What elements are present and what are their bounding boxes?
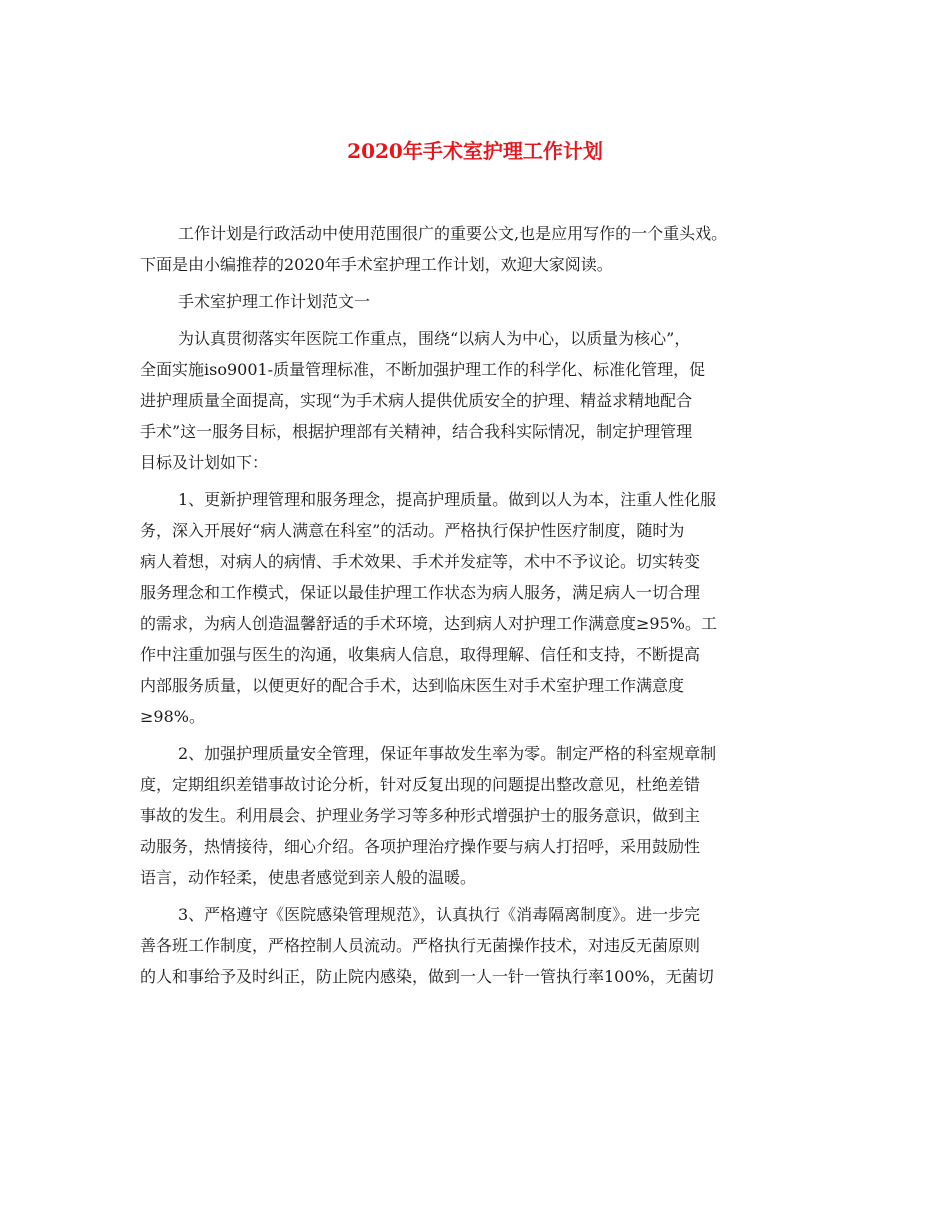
text-line: 为认真贯彻落实年医院工作重点，围绕“以病人为中心，以质量为核心”， [178,329,691,348]
text-line: 作中注重加强与医生的沟通，收集病人信息，取得理解、信任和支持，不断提高 [140,645,701,664]
text-line: 下面是由小编推荐的2020年手术室护理工作计划，欢迎大家阅读。 [140,255,613,274]
text-line: 事故的发生。利用晨会、护理业务学习等多种形式增强护士的服务意识，做到主 [140,806,701,825]
text-line: ≥98%。 [140,707,205,726]
text-line: 工作计划是行政活动中使用范围很广的重要公文,也是应用写作的一个重头戏。 [178,224,728,243]
document-title: 2020年手术室护理工作计划 [347,139,603,163]
text-line: 手术”这一服务目标，根据护理部有关精神，结合我科实际情况，制定护理管理 [140,422,693,441]
text-line: 的需求，为病人创造温馨舒适的手术环境，达到病人对护理工作满意度≥95%。工 [140,614,717,633]
text-line: 动服务，热情接待，细心介绍。各项护理治疗操作要与病人打招呼，采用鼓励性 [140,837,701,856]
text-line: 进护理质量全面提高，实现“为手术病人提供优质安全的护理、精益求精地配合 [140,391,693,410]
text-line: 手术室护理工作计划范文一 [178,292,371,311]
text-line: 善各班工作制度，严格控制人员流动。严格执行无菌操作技术，对违反无菌原则 [140,936,701,955]
text-line: 2、加强护理质量安全管理，保证年事故发生率为零。制定严格的科室规章制 [178,744,717,763]
text-line: 目标及计划如下： [140,453,269,472]
text-line: 服务理念和工作模式，保证以最佳护理工作状态为病人服务，满足病人一切合理 [140,583,701,602]
text-line: 内部服务质量，以便更好的配合手术，达到临床医生对手术室护理工作满意度 [140,676,685,695]
text-line: 度，定期组织差错事故讨论分析，针对反复出现的问题提出整改意见，杜绝差错 [140,775,701,794]
document-body [140,218,812,992]
text-line: 病人着想，对病人的病情、手术效果、手术并发症等，术中不予议论。切实转变 [140,552,701,571]
text-line: 务，深入开展好“病人满意在科室”的活动。严格执行保护性医疗制度，随时为 [140,521,685,540]
text-line: 语言，动作轻柔，使患者感觉到亲人般的温暖。 [140,868,477,887]
text-line: 3、严格遵守《医院感染管理规范》，认真执行《消毒隔离制度》。进一步完 [178,905,701,924]
text-line: 全面实施iso9001-质量管理标准，不断加强护理工作的科学化、标准化管理，促 [140,360,706,379]
text-line: 1、更新护理管理和服务理念，提高护理质量。做到以人为本，注重人性化服 [178,490,717,509]
text-line: 的人和事给予及时纠正，防止院内感染，做到一人一针一管执行率100%，无菌切 [140,967,714,986]
